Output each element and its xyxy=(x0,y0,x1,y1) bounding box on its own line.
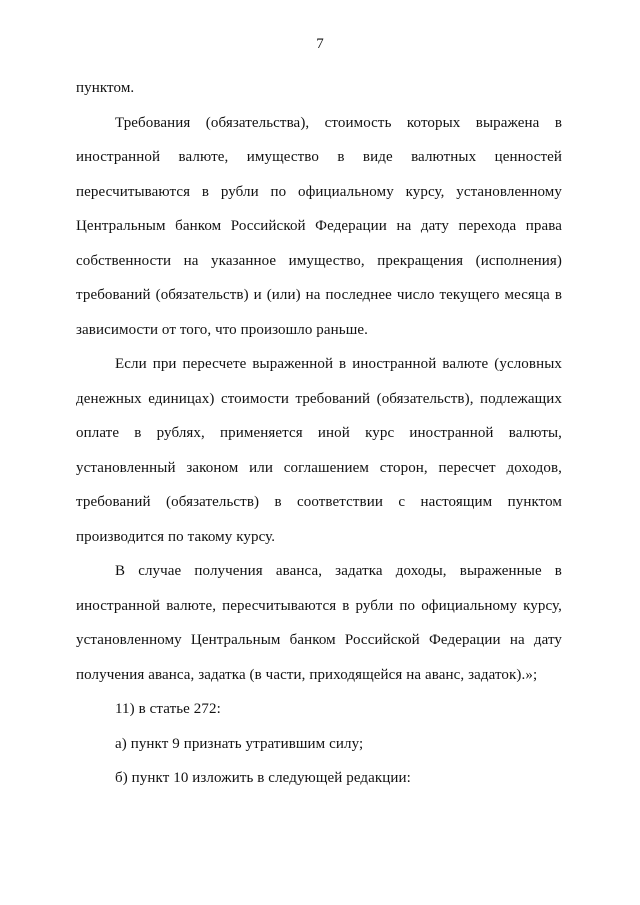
paragraph-other-rate: Если при пересчете выраженной в иностранной валюте (условных денежных единицах) стоимости требований (обязательств), подлежащих оплате в рублях, применяется иной курс иностранной валюты, установленный законом или соглашением сторон, пересчет доходов, требований (обязательств) в соответствии с настоящим пунктом производится по такому курсу. xyxy=(76,356,562,545)
paragraph-continuation: пунктом. xyxy=(76,80,135,96)
document-body xyxy=(76,71,562,796)
paragraph-advance-deposit: В случае получения аванса, задатка доходы, выраженные в иностранной валюте, пересчитываются в рубли по официальному курсу, установленному Центральным банком Российской Федерации на дату получения аванса, задатка (в части, приходящейся на аванс, задаток).»; xyxy=(76,563,562,683)
page-number: 7 xyxy=(316,36,324,52)
paragraph-currency-recalculation: Требования (обязательства), стоимость которых выражена в иностранной валюте, имущество в виде валютных ценностей пересчитываются в рубли по официальному курсу, установленному Центральным банком Российской Федерации на дату перехода права собственности на указанное имущество, прекращения (исполнения) требований (обязательств) и (или) на последнее число текущего месяца в зависимости от того, что произошло раньше. xyxy=(76,114,562,338)
paragraph-item-b: б) пункт 10 изложить в следующей редакции: xyxy=(115,770,411,786)
paragraph-article-272: 11) в статье 272: xyxy=(115,701,221,717)
paragraph-item-a: а) пункт 9 признать утратившим силу; xyxy=(115,735,364,752)
